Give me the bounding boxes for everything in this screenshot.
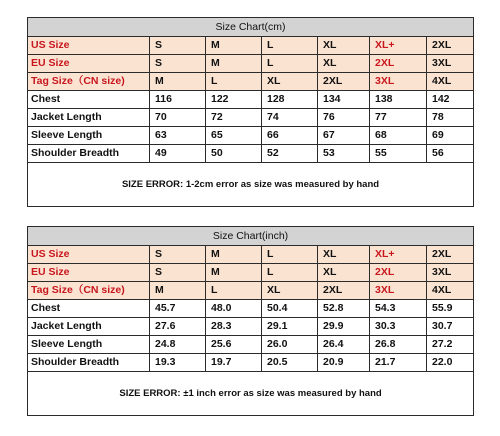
table-cell: 55.9 xyxy=(427,300,474,318)
table-cell: L xyxy=(262,55,318,73)
table-cell: 29.9 xyxy=(318,318,370,336)
table-cell: 28.3 xyxy=(206,318,262,336)
table-cell: 27.6 xyxy=(150,318,206,336)
chart-title: Size Chart(inch) xyxy=(28,227,474,246)
table-cell: 26.4 xyxy=(318,336,370,354)
table-cell: 49 xyxy=(150,145,206,163)
table-cell: 68 xyxy=(370,127,427,145)
table-cell: 4XL xyxy=(427,282,474,300)
table-row xyxy=(28,109,474,127)
table-row xyxy=(28,55,474,73)
table-cell: XL+ xyxy=(370,246,427,264)
row-label: Chest xyxy=(28,300,150,318)
table-row xyxy=(28,37,474,55)
table-cell: 52 xyxy=(262,145,318,163)
table-cell: 77 xyxy=(370,109,427,127)
table-cell: XL xyxy=(318,55,370,73)
table-cell: 3XL xyxy=(370,282,427,300)
table-cell: 70 xyxy=(150,109,206,127)
table-row xyxy=(28,91,474,109)
table-cell: 128 xyxy=(262,91,318,109)
table-cell: 2XL xyxy=(370,55,427,73)
chart-title-row xyxy=(28,227,474,246)
table-cell: XL xyxy=(318,264,370,282)
table-cell: 4XL xyxy=(427,73,474,91)
row-label: Shoulder Breadth xyxy=(28,145,150,163)
size-chart-inch xyxy=(27,226,474,416)
table-row xyxy=(28,318,474,336)
table-cell: 65 xyxy=(206,127,262,145)
table-cell: L xyxy=(262,264,318,282)
table-row xyxy=(28,127,474,145)
table-cell: S xyxy=(150,55,206,73)
table-cell: 3XL xyxy=(370,73,427,91)
table-cell: 19.3 xyxy=(150,354,206,372)
table-row xyxy=(28,300,474,318)
size-error-note: SIZE ERROR: ±1 inch error as size was measured by hand xyxy=(119,388,382,399)
table-cell: 29.1 xyxy=(262,318,318,336)
table-cell: 138 xyxy=(370,91,427,109)
row-label: Jacket Length xyxy=(28,318,150,336)
table-cell: 20.9 xyxy=(318,354,370,372)
table-cell: 54.3 xyxy=(370,300,427,318)
table-cell: 78 xyxy=(427,109,474,127)
table-cell: 67 xyxy=(318,127,370,145)
table-cell: S xyxy=(150,37,206,55)
table-cell: 72 xyxy=(206,109,262,127)
table-cell: M xyxy=(206,246,262,264)
table-cell: 53 xyxy=(318,145,370,163)
row-label: Sleeve Length xyxy=(28,336,150,354)
row-label: EU Size xyxy=(28,264,150,282)
table-cell: M xyxy=(206,55,262,73)
table-cell: 2XL xyxy=(427,37,474,55)
table-cell: M xyxy=(206,264,262,282)
row-label: Chest xyxy=(28,91,150,109)
table-cell: 45.7 xyxy=(150,300,206,318)
row-label: Shoulder Breadth xyxy=(28,354,150,372)
row-label: EU Size xyxy=(28,55,150,73)
table-cell: XL xyxy=(262,73,318,91)
table-cell: L xyxy=(262,246,318,264)
table-cell: 122 xyxy=(206,91,262,109)
table-cell: 2XL xyxy=(427,246,474,264)
row-label: US Size xyxy=(28,37,150,55)
table-cell: 52.8 xyxy=(318,300,370,318)
table-cell: 142 xyxy=(427,91,474,109)
size-error-note-cell xyxy=(28,163,474,207)
table-cell: 134 xyxy=(318,91,370,109)
table-cell: 26.8 xyxy=(370,336,427,354)
size-error-note: SIZE ERROR: 1-2cm error as size was measured by hand xyxy=(121,179,380,190)
size-error-note-row xyxy=(28,163,474,207)
table-cell: 2XL xyxy=(318,282,370,300)
table-cell: 66 xyxy=(262,127,318,145)
table-cell: 50.4 xyxy=(262,300,318,318)
table-cell: 30.7 xyxy=(427,318,474,336)
table-cell: 3XL xyxy=(427,264,474,282)
table-cell: 50 xyxy=(206,145,262,163)
table-row xyxy=(28,282,474,300)
table-cell: 22.0 xyxy=(427,354,474,372)
table-cell: XL xyxy=(318,37,370,55)
table-row xyxy=(28,145,474,163)
chart-title-row xyxy=(28,18,474,37)
table-cell: XL xyxy=(318,246,370,264)
table-cell: 2XL xyxy=(318,73,370,91)
row-label: Jacket Length xyxy=(28,109,150,127)
row-label: US Size xyxy=(28,246,150,264)
table-row xyxy=(28,336,474,354)
table-cell: 19.7 xyxy=(206,354,262,372)
table-cell: 74 xyxy=(262,109,318,127)
table-cell: 26.0 xyxy=(262,336,318,354)
table-cell: 55 xyxy=(370,145,427,163)
table-cell: M xyxy=(150,282,206,300)
size-error-note-row xyxy=(28,372,474,416)
table-cell: M xyxy=(150,73,206,91)
table-cell: XL+ xyxy=(370,37,427,55)
chart-title: Size Chart(cm) xyxy=(28,18,474,37)
table-cell: XL xyxy=(262,282,318,300)
table-cell: 63 xyxy=(150,127,206,145)
table-cell: 2XL xyxy=(370,264,427,282)
table-cell: 24.8 xyxy=(150,336,206,354)
table-row xyxy=(28,73,474,91)
table-cell: M xyxy=(206,37,262,55)
size-chart-cm xyxy=(27,17,474,207)
table-cell: 25.6 xyxy=(206,336,262,354)
table-row xyxy=(28,246,474,264)
table-cell: 48.0 xyxy=(206,300,262,318)
size-error-note-cell xyxy=(28,372,474,416)
row-label: Sleeve Length xyxy=(28,127,150,145)
table-cell: 76 xyxy=(318,109,370,127)
table-cell: S xyxy=(150,264,206,282)
row-label: Tag Size（CN size) xyxy=(28,282,150,300)
table-cell: 27.2 xyxy=(427,336,474,354)
table-cell: 69 xyxy=(427,127,474,145)
table-cell: L xyxy=(206,73,262,91)
table-row xyxy=(28,264,474,282)
row-label: Tag Size（CN size) xyxy=(28,73,150,91)
table-cell: S xyxy=(150,246,206,264)
table-cell: L xyxy=(262,37,318,55)
table-cell: 3XL xyxy=(427,55,474,73)
table-cell: L xyxy=(206,282,262,300)
table-cell: 20.5 xyxy=(262,354,318,372)
table-cell: 116 xyxy=(150,91,206,109)
table-cell: 56 xyxy=(427,145,474,163)
table-cell: 21.7 xyxy=(370,354,427,372)
table-row xyxy=(28,354,474,372)
table-cell: 30.3 xyxy=(370,318,427,336)
